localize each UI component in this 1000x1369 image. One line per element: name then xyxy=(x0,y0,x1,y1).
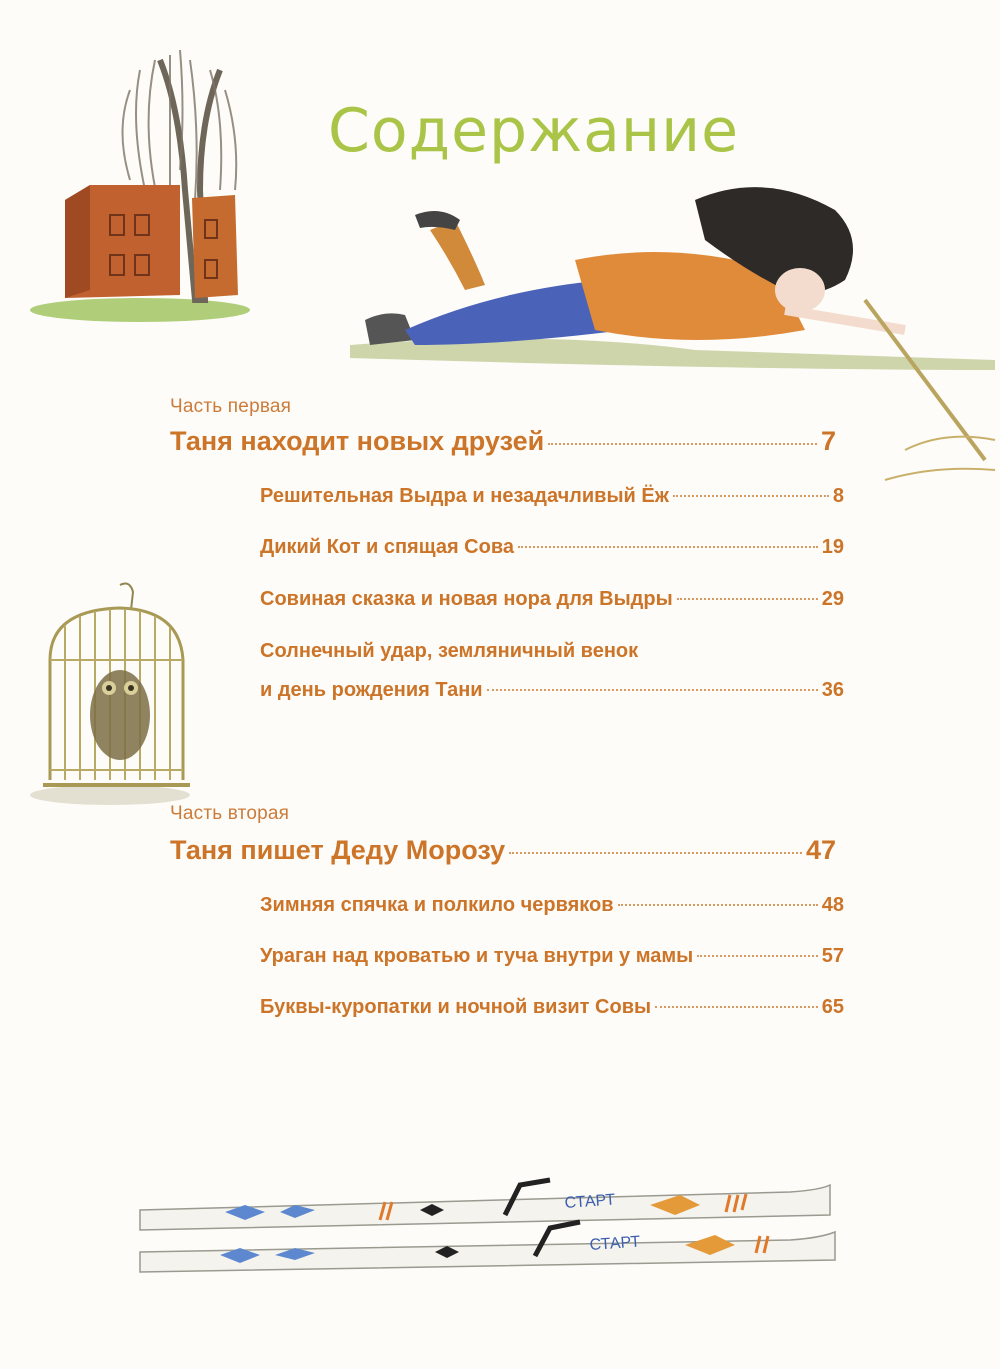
page-number: 36 xyxy=(821,679,844,701)
dot-leader xyxy=(618,904,818,906)
toc-section-row[interactable] xyxy=(260,679,844,702)
girl-lying-illustration xyxy=(345,180,1000,510)
section-title-line2: и день рождения Тани xyxy=(260,679,483,701)
houses-tree-illustration xyxy=(20,40,270,330)
toc-section-row[interactable] xyxy=(260,536,844,559)
page-number: 19 xyxy=(821,536,844,558)
section-title: Дикий Кот и спящая Сова xyxy=(260,536,514,558)
dot-leader xyxy=(697,955,817,957)
ski-label-bottom: СТАРТ xyxy=(589,1233,641,1254)
toc-chapter-row[interactable] xyxy=(170,835,836,866)
chapter-title: Таня находит новых друзей xyxy=(170,426,545,456)
page-number: 8 xyxy=(832,485,844,507)
dot-leader xyxy=(673,495,829,497)
page-number: 29 xyxy=(821,588,844,610)
section-title-line1[interactable]: Солнечный удар, земляничный венок xyxy=(260,640,639,662)
dot-leader xyxy=(509,852,802,854)
owl-cage-illustration xyxy=(25,580,195,810)
section-title: Совиная сказка и новая нора для Выдры xyxy=(260,588,673,610)
toc-section-row[interactable] xyxy=(260,894,844,917)
toc-section-row[interactable] xyxy=(260,996,844,1019)
part-label: Часть вторая xyxy=(170,803,290,824)
ski-label-top: СТАРТ xyxy=(564,1191,616,1212)
dot-leader xyxy=(655,1006,818,1008)
page-number: 7 xyxy=(820,426,836,456)
part-label: Часть первая xyxy=(170,396,292,417)
page-number: 48 xyxy=(821,894,844,916)
toc-section-row[interactable] xyxy=(260,588,844,611)
section-title: Буквы-куропатки и ночной визит Совы xyxy=(260,996,652,1018)
section-title: Зимняя спячка и полкило червяков xyxy=(260,894,614,916)
dot-leader xyxy=(487,689,818,691)
toc-chapter-row[interactable] xyxy=(170,426,836,457)
chapter-title: Таня пишет Деду Морозу xyxy=(170,835,506,865)
page-number: 47 xyxy=(805,835,836,865)
page-title: Содержание xyxy=(328,96,740,166)
dot-leader xyxy=(548,443,817,445)
section-title: Решительная Выдра и незадачливый Ёж xyxy=(260,485,669,507)
dot-leader xyxy=(677,598,818,600)
toc-section-row[interactable] xyxy=(260,945,844,968)
dot-leader xyxy=(518,546,818,548)
page-number: 57 xyxy=(821,945,844,967)
skis-illustration xyxy=(130,1160,850,1300)
toc-section-row[interactable] xyxy=(260,485,844,508)
section-title: Ураган над кроватью и туча внутри у мамы xyxy=(260,945,694,967)
page-number: 65 xyxy=(821,996,844,1018)
